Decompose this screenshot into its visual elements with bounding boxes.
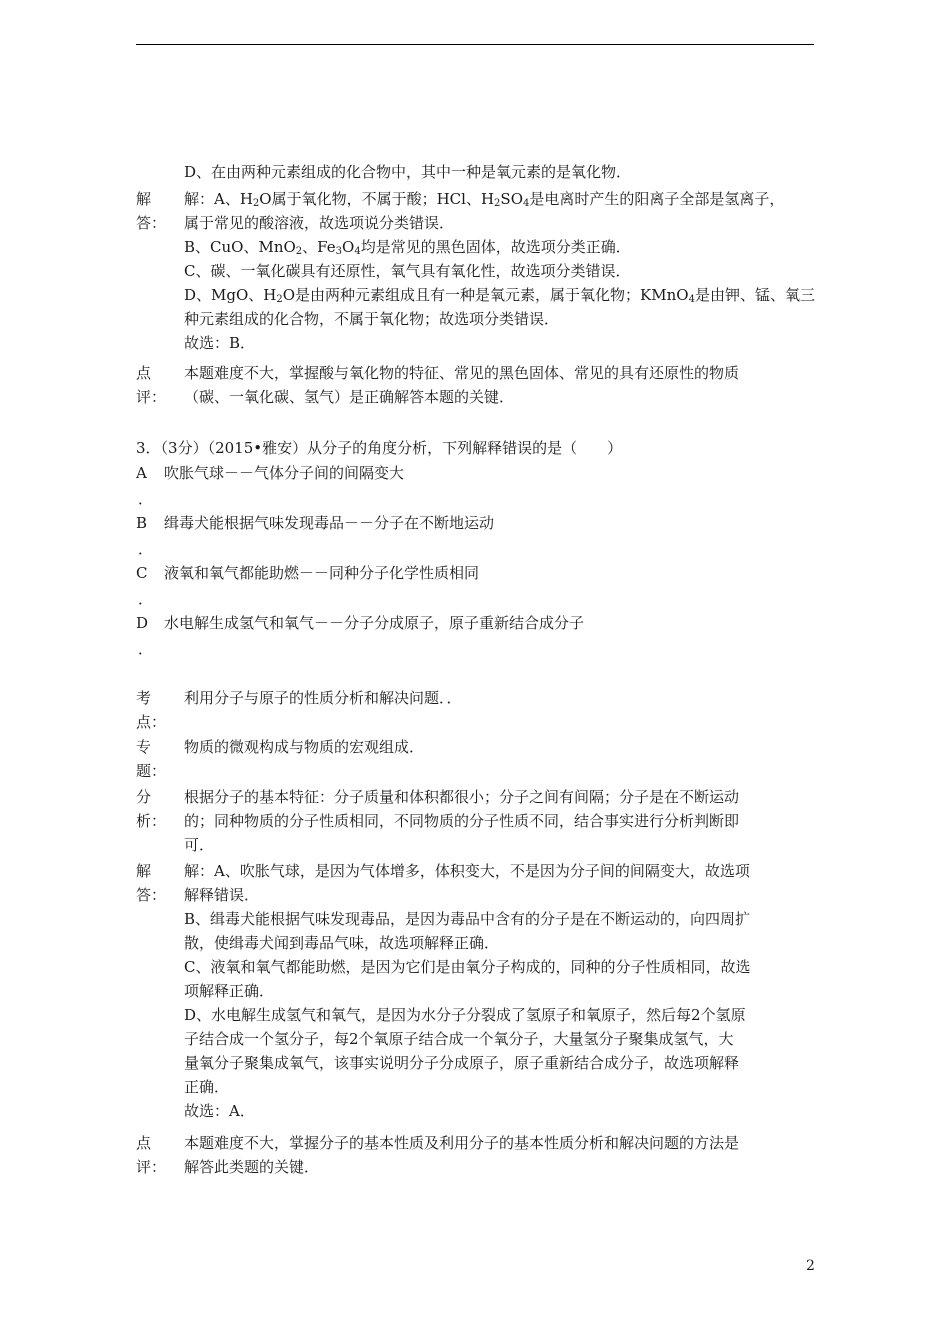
option-text: 水电解生成氢气和氧气－－分子分成原子，原子重新结合成分子 [164,614,585,632]
q2-answer-block [136,187,816,355]
q2-answer-line: 解：A、$H_2O$属于氧化物，不属于酸；HCl、$H_2SO_4$是电离时产生的阳离子全部是氢离子， [184,190,785,209]
page-number: 2 [806,1258,815,1274]
option-dot: ． [138,640,154,658]
option-letter: A [136,464,147,482]
q2-d-text: D、在由两种元素组成的化合物中，其中一种是氧元素的是氧化物． [184,163,632,181]
option-letter: C [136,564,148,582]
option-text: 缉毒犬能根据气味发现毒品－－分子在不断地运动 [164,514,495,532]
q3-zhuanti-text: 物质的微观构成与物质的宏观组成． [184,738,425,756]
q2-comment-label: 点 评： [136,364,167,406]
q3-kaodian-text: 利用分子与原子的性质分析和解决问题．． [184,689,462,707]
q3-kaodian-block [136,686,816,734]
q3-fenxi-text: 根据分子的基本特征：分子质量和体积都很小；分子之间有间隔；分子是在不断运动 的；同种物质的分子性质相同，不同物质的分子性质不同，结合事实进行分析判断即 可． [184,788,740,854]
q3-option-b [136,511,494,535]
q3-option-d [136,611,584,635]
q2-answer-text [184,187,816,355]
option-dot: ． [138,540,154,558]
q2-option-d-line [136,160,816,184]
q3-zhuanti-label: 专 题： [136,738,167,780]
q3-jieda-block [136,859,816,1123]
q2-comment-block [136,361,816,409]
option-letter: D [136,614,149,632]
q2-answer-line: C、碳、一氧化碳具有还原性，氧气具有氧化性，故选项分类错误． [184,262,631,280]
q2-answer-line: D、MgO、$H_2O$是由两种元素组成且有一种是氧元素，属于氧化物；KMnO$_4$是由钾、锰、氧三 [184,286,815,305]
q3-dianping-label: 点 评： [136,1134,167,1176]
q3-kaodian-label: 考 点： [136,689,167,731]
q2-answer-line: B、CuO、MnO$_2$、$Fe_3O_4$均是常见的黑色固体，故选项分类正确． [184,238,631,257]
option-dot: ． [138,490,154,508]
q3-fenxi-block [136,785,816,857]
q3-option-a [136,461,404,485]
q2-comment-text: 本题难度不大，掌握酸与氧化物的特征、常见的黑色固体、常见的具有还原性的物质 （碳、一氧化碳、氢气）是正确解答本题的关键． [184,364,740,406]
q3-jieda-label: 解 答： [136,862,167,904]
q3-zhuanti-block [136,735,816,783]
option-letter: B [136,514,148,532]
q2-answer-label: 解 答： [136,190,167,232]
option-dot: ． [138,590,154,608]
q2-answer-line: 属于常见的酸溶液，故选项说分类错误． [184,214,455,232]
q3-stem: 3．（3分）（2015•雅安）从分子的角度分析，下列解释错误的是（ ） [136,439,623,457]
q3-fenxi-label: 分 析： [136,788,167,830]
option-text: 吹胀气球－－气体分子间的间隔变大 [164,464,405,482]
header-rule [136,44,814,45]
q2-answer-line: 故选：B． [184,334,256,352]
q3-dianping-block [136,1131,816,1179]
q2-answer-line: 种元素组成的化合物，不属于氧化物；故选项分类错误． [184,310,560,328]
q3-jieda-text: 解：A、吹胀气球，是因为气体增多，体积变大，不是因为分子间的间隔变大，故选项 解释错误． B、缉毒犬能根据气味发现毒品，是因为毒品中含有的分子是在不断运动的，向四周扩 散，使缉毒犬闻到毒品气味，故选项解释正确． C、液氧和氧气都能助燃，是因为它们是由氧分子构成的，同种的分子性质相同，故选 项解释正确． D、水电解生成氢气和氧气，是因为水分子分裂成了氢原子和氧原子，然后每2个氢原 子结合成一个氢分子，每2个氧原子结合成一个氧分子，大量氢分子聚集成氢气，大 量氧分子聚集成氧气，该事实说明分子分成原子，原子重新结合成分子，故选项解释 正确． 故选：A． [184,862,751,1120]
q3-option-c [136,561,479,585]
q3-dianping-text: 本题难度不大，掌握分子的基本性质及利用分子的基本性质分析和解决问题的方法是 解答此类题的关键． [184,1134,740,1176]
option-text: 液氧和氧气都能助燃－－同种分子化学性质相同 [164,564,480,582]
